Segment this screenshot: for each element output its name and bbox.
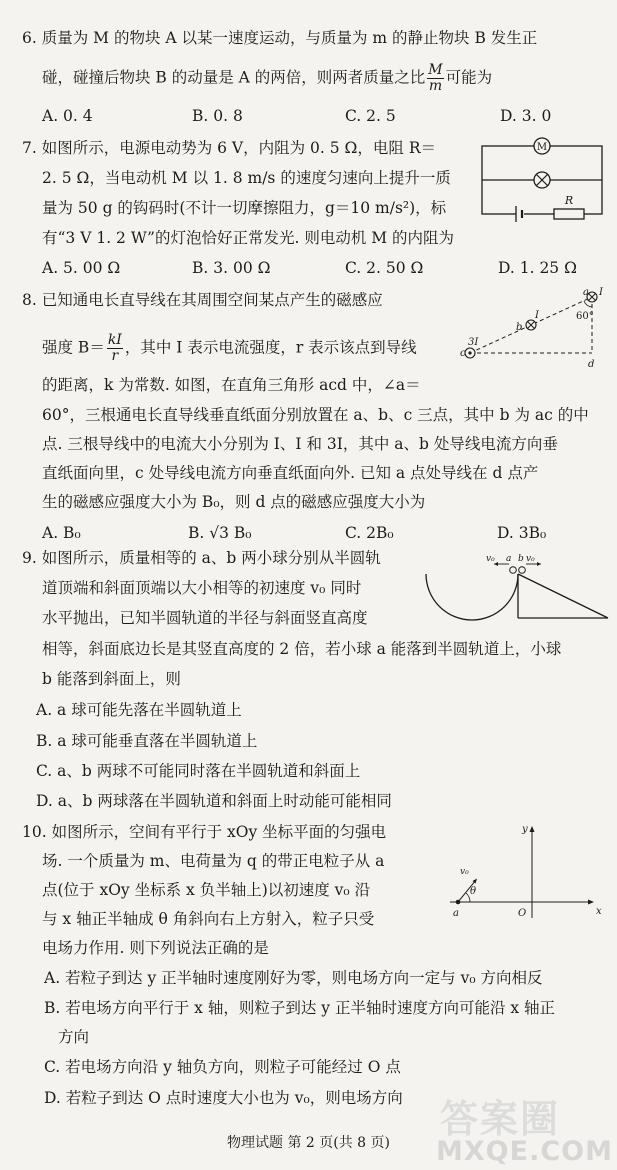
q10-line3: 点(位于 xOy 坐标系 x 负半轴上)以初速度 v₀ 沿 (42, 881, 371, 899)
q9-line1: 9. 如图所示，质量相等的 a、b 两小球分别从半圆轨 (22, 549, 381, 567)
q8-option-b: B. √3 B₀ (188, 524, 252, 542)
q10-label-o: O (518, 908, 527, 919)
q7-motor-label: M (536, 142, 548, 153)
q8-line4: 60°，三根通电长直导线垂直纸面分别放置在 a、b、c 三点，其中 b 为 ac 的中 (42, 406, 589, 424)
q10-coordinate-diagram (446, 822, 606, 922)
page-footer: 物理试题 第 2 页(共 8 页) (227, 1135, 390, 1151)
q10-option-b: B. 若电场方向平行于 x 轴，则粒子到达 y 正半轴时速度方向可能沿 x 轴正 (44, 999, 556, 1017)
q6-line2 (42, 63, 492, 94)
q10-label-x: x (596, 906, 602, 917)
q9-ball-a (510, 567, 517, 574)
q10-x-axis-arrow (588, 900, 594, 905)
q7-circuit-diagram (480, 134, 610, 220)
q8-line7: 生的磁感应强度大小为 B₀，则 d 点的磁感应强度大小为 (42, 493, 426, 511)
q6-frac-den: m (428, 78, 443, 94)
q9-incline-surface (518, 574, 608, 618)
q8-line2-pre: 强度 B＝ (42, 338, 105, 357)
q9-line5: b 能落到斜面上，则 (42, 670, 181, 688)
q10-label-v0: v₀ (460, 867, 469, 877)
q6-option-c: C. 2. 5 (345, 107, 396, 125)
q8-option-a: A. B₀ (42, 524, 81, 542)
q8-option-d: D. 3B₀ (497, 524, 547, 542)
q7-option-a: A. 5. 00 Ω (42, 259, 121, 277)
q6-line2-pre: 碰，碰撞后物块 B 的动量是 A 的两倍，则两者质量之比 (42, 68, 426, 87)
q10-line4: 与 x 轴正半轴成 θ 角斜向右上方射入，粒子只受 (42, 910, 375, 928)
q6-option-d: D. 3. 0 (500, 107, 552, 125)
q9-line2: 道顶端和斜面顶端以大小相等的初速度 v₀ 同时 (42, 579, 362, 597)
q9-arrow-right-head (537, 562, 541, 566)
q10-label-y: y (522, 824, 528, 835)
q9-semicircle-track (426, 574, 518, 620)
watermark-url: MXQE.COM (436, 1136, 613, 1167)
q8-line2 (42, 333, 417, 364)
q8-wire-c-dot (468, 351, 471, 354)
q9-label-v0-left: v₀ (486, 554, 495, 564)
q8-label-b: b (516, 322, 523, 333)
q8-line1: 8. 已知通电长直导线在其周围空间某点产生的磁感应 (22, 291, 383, 309)
q9-option-a: A. a 球可能先落在半圆轨道上 (36, 701, 242, 719)
q9-label-b: b (518, 554, 524, 564)
q8-label-a: a (583, 287, 589, 298)
q8-label-c: c (460, 348, 466, 359)
q6-option-a: A. 0. 4 (42, 107, 93, 125)
q8-formula-fraction (107, 333, 123, 364)
q8-line2-post: ，其中 I 表示电流强度，r 表示该点到导线 (124, 338, 417, 357)
q8-label-i-a: I (599, 287, 603, 298)
q8-line5: 点. 三根导线中的电流大小分别为 I、I 和 3I，其中 a、b 处导线电流方向垂 (42, 435, 558, 453)
q9-label-v0-right: v₀ (526, 554, 535, 564)
q9-option-d: D. a、b 两球落在半圆轨道和斜面上时动能可能相同 (36, 792, 392, 810)
q8-label-d: d (588, 359, 595, 370)
q9-option-b: B. a 球可能垂直落在半圆轨道上 (36, 732, 258, 750)
q7-option-d: D. 1. 25 Ω (498, 259, 577, 277)
q8-label-i-c: 3I (468, 337, 479, 348)
q9-option-c: C. a、b 两球不可能同时落在半圆轨道和斜面上 (36, 762, 361, 780)
q10-option-a: A. 若粒子到达 y 正半轴时速度刚好为零，则电场方向一定与 v₀ 方向相反 (44, 969, 543, 987)
q6-line1: 6. 质量为 M 的物块 A 以某一速度运动，与质量为 m 的静止物块 B 发生正 (22, 29, 538, 47)
q10-option-d: D. 若粒子到达 O 点时速度大小也为 v₀，则电场方向 (44, 1089, 403, 1107)
q8-frac-num: kI (107, 332, 122, 348)
q8-label-angle: 60° (576, 311, 594, 322)
watermark-logo: 答案圈 (440, 1097, 561, 1141)
q7-line2: 2. 5 Ω，当电动机 M 以 1. 8 m/s 的速度匀速向上提升一质 (42, 169, 451, 187)
q9-line3: 水平抛出，已知半圆轨道的半径与斜面竖直高度 (42, 609, 368, 627)
q9-label-a: a (506, 554, 512, 564)
q10-line5: 电场力作用. 则下列说法正确的是 (42, 939, 269, 957)
q7-option-c: C. 2. 50 Ω (345, 259, 424, 277)
q10-y-axis-arrow (530, 826, 535, 832)
q10-option-b-cont: 方向 (58, 1028, 90, 1046)
q6-option-b: B. 0. 8 (192, 107, 243, 125)
q8-frac-den: r (111, 348, 119, 364)
q7-line3: 量为 50 g 的钩码时(不计一切摩擦阻力，g＝10 m/s²)，标 (42, 199, 447, 217)
q7-line4: 有“3 V 1. 2 W”的灯泡恰好正常发光. 则电动机 M 的内阻为 (42, 229, 455, 247)
q10-line2: 场. 一个质量为 m、电荷量为 q 的带正电粒子从 a (42, 852, 385, 870)
q6-line2-post: 可能为 (445, 68, 493, 87)
q8-option-c: C. 2B₀ (345, 524, 394, 542)
q9-projectile-diagram (422, 552, 612, 642)
q10-line1: 10. 如图所示，空间有平行于 xOy 坐标平面的匀强电 (22, 823, 387, 841)
q6-frac-num: M (428, 62, 443, 78)
q7-resistor-icon (554, 209, 584, 219)
q8-line3: 的距离，k 为常数. 如图，在直角三角形 acd 中，∠a＝ (42, 376, 421, 394)
q9-line4: 相等，斜面底边长是其竖直高度的 2 倍，若小球 a 能落到半圆轨道上，小球 (42, 640, 562, 658)
q10-option-c: C. 若电场方向沿 y 轴负方向，则粒子可能经过 O 点 (44, 1058, 401, 1076)
q7-resistor-label: R (564, 194, 574, 207)
q8-line6: 直纸面向里，c 处导线电流方向垂直纸面向外. 已知 a 点处导线在 d 点产 (42, 464, 539, 482)
q10-label-theta: θ (470, 886, 477, 897)
q7-line1: 7. 如图所示，电源电动势为 6 V，内阻为 0. 5 Ω，电阻 R＝ (22, 139, 437, 157)
q10-label-a: a (453, 908, 459, 919)
q7-option-b: B. 3. 00 Ω (192, 259, 271, 277)
q6-mass-ratio (427, 63, 443, 94)
q9-ball-b (519, 567, 526, 574)
q8-triangle-diagram (458, 285, 608, 375)
q8-label-i-b: I (535, 310, 539, 321)
